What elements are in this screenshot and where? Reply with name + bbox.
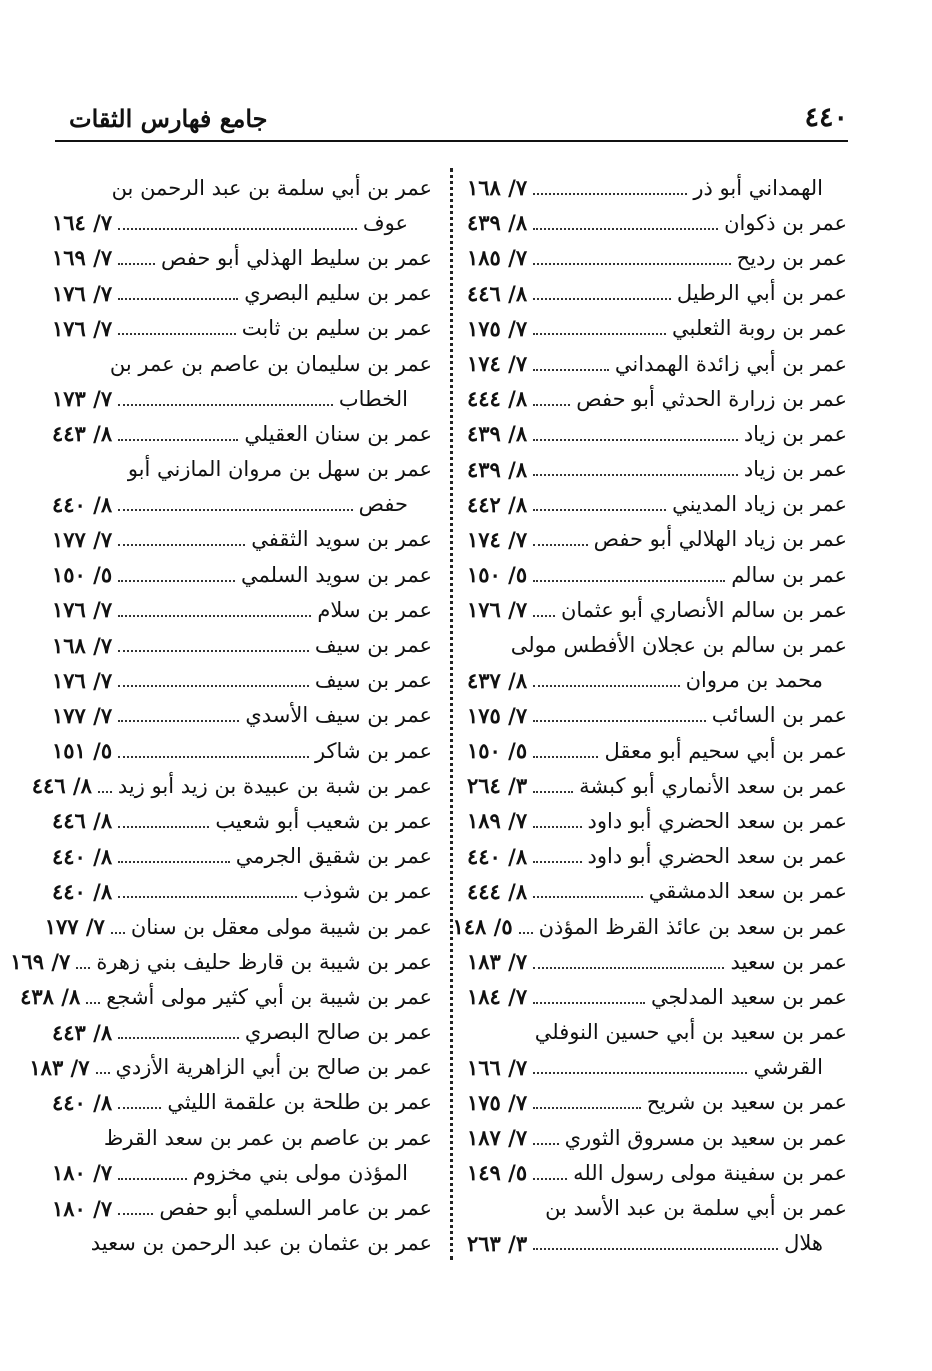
page-header (55, 100, 848, 142)
entry-name: عمر بن شقيق الجرمي (235, 844, 432, 869)
leader-dots (98, 791, 112, 793)
leader-dots (76, 967, 90, 969)
index-entry (52, 1120, 432, 1155)
index-entry (52, 381, 432, 416)
entry-name: عمر بن سعيد (730, 949, 847, 974)
leader-dots (533, 509, 666, 511)
entry-name: عمر بن سعد الحضري أبو داود (587, 808, 847, 833)
index-entry (467, 311, 847, 346)
entry-name: عمر بن شيبة بن قارظ حليف بني زهرة (96, 949, 432, 974)
index-entry (467, 1226, 847, 1261)
index-entry (52, 452, 432, 487)
entry-reference: ٧/ ١٧٥ (467, 1089, 528, 1115)
entry-reference: ٨/ ٤٤٦ (467, 280, 528, 306)
leader-dots (118, 826, 209, 828)
entry-name: عمر بن سهل بن مروان المازني أبو (127, 457, 432, 482)
entry-reference: ٧/ ١٧٦ (52, 315, 113, 341)
leader-dots (533, 580, 725, 582)
entry-name: عمر بن سعد بن عائذ القرظ المؤذن (538, 914, 847, 939)
entry-name: عمر بن شاكر (314, 738, 432, 763)
entry-name: عمر بن زياد (743, 457, 847, 482)
entry-name: عمر بن شعيب أبو شعيب (215, 808, 432, 833)
index-entry (52, 346, 432, 381)
leader-dots (533, 685, 680, 687)
index-entry (52, 1226, 432, 1261)
entry-reference: ٨/ ٤٤٠ (52, 491, 113, 517)
entry-reference: ٨/ ٤٣٩ (467, 456, 528, 482)
index-column-left (10, 170, 432, 1261)
index-entry (467, 276, 847, 311)
entry-name: عمر بن سعيد المدلجي (650, 984, 847, 1009)
leader-dots (118, 263, 155, 265)
entry-name: عمر بن شبة بن عبيدة بن زيد أبو زيد (117, 773, 432, 798)
entry-reference: ٧/ ١٧٥ (467, 315, 528, 341)
leader-dots (118, 298, 238, 300)
index-entry (467, 240, 847, 275)
entry-reference: ٧/ ١٧٣ (52, 386, 113, 412)
entry-reference: ٧/ ١٦٦ (467, 1054, 528, 1080)
index-entry (52, 311, 432, 346)
index-entry (52, 1155, 432, 1190)
leader-dots (118, 1107, 161, 1109)
index-entry (52, 522, 432, 557)
entry-reference: ٧/ ١٨٣ (467, 949, 528, 975)
index-entry (467, 381, 847, 416)
leader-dots (533, 1002, 645, 1004)
index-entry (467, 733, 847, 768)
entry-reference: ٧/ ١٧٦ (467, 597, 528, 623)
index-entry (467, 698, 847, 733)
entry-reference: ٨/ ٤٤٣ (52, 1019, 113, 1045)
index-entry (52, 627, 432, 662)
entry-reference: ٨/ ٤٤٣ (52, 421, 113, 447)
column-divider (450, 168, 453, 1260)
leader-dots (533, 1248, 778, 1250)
entry-reference: ٣/ ٢٦٣ (467, 1230, 528, 1256)
page-number: ٤٤٠ (804, 102, 848, 133)
index-entry (52, 170, 432, 205)
index-entry (467, 627, 847, 662)
leader-dots (533, 369, 609, 371)
index-entry (467, 452, 847, 487)
entry-name: هلال (784, 1231, 823, 1256)
entry-reference: ٧/ ١٧٦ (52, 597, 113, 623)
leader-dots (533, 826, 581, 828)
index-entry (467, 1120, 847, 1155)
index-entry (467, 1085, 847, 1120)
entry-reference: ٥/ ١٤٩ (467, 1160, 528, 1186)
leader-dots (533, 404, 570, 406)
leader-dots (86, 1002, 100, 1004)
leader-dots (533, 439, 738, 441)
entry-reference: ٧/ ١٧٤ (467, 526, 528, 552)
entry-name: عمر بن سليم بن ثابت (241, 316, 432, 341)
index-entry (467, 803, 847, 838)
leader-dots (96, 1072, 110, 1074)
entry-name: عمر بن سلام (317, 597, 432, 622)
index-entry (467, 205, 847, 240)
entry-name: عمر بن صالح بن أبي الزاهرية الأزدي (115, 1055, 432, 1080)
leader-dots (118, 1037, 239, 1039)
leader-dots (533, 193, 687, 195)
entry-name: القرشي (753, 1055, 823, 1080)
entry-name: عمر بن سليط الهذلي أبو حفص (161, 245, 432, 270)
leader-dots (533, 861, 581, 863)
index-entry (52, 1190, 432, 1225)
index-entry (31, 768, 432, 803)
entry-reference: ٧/ ١٦٨ (52, 632, 113, 658)
index-entry (467, 874, 847, 909)
index-entry (452, 909, 847, 944)
leader-dots (118, 650, 309, 652)
entry-reference: ٨/ ٤٤٤ (467, 878, 528, 904)
index-entry (52, 1085, 432, 1120)
entry-reference: ٥/ ١٥٠ (52, 562, 113, 588)
entry-reference: ٧/ ١٧٧ (52, 526, 113, 552)
entry-name: عمر بن روبة الثعلبي (672, 316, 847, 341)
entry-name: عمر بن رديح (736, 245, 847, 270)
entry-name: عمر بن سيف (314, 633, 432, 658)
index-entry (467, 522, 847, 557)
leader-dots (533, 615, 555, 617)
leader-dots (118, 544, 245, 546)
leader-dots (519, 932, 533, 934)
entry-reference: ٨/ ٤٣٩ (467, 421, 528, 447)
entry-name: عوف (362, 210, 408, 235)
entry-reference: ٧/ ١٧٤ (467, 351, 528, 377)
leader-dots (118, 404, 333, 406)
leader-dots (118, 580, 235, 582)
index-entry (52, 276, 432, 311)
entry-reference: ٧/ ١٨٥ (467, 245, 528, 271)
leader-dots (533, 720, 706, 722)
leader-dots (533, 896, 643, 898)
entry-name: الخطاب (338, 386, 408, 411)
leader-dots (111, 932, 125, 934)
entry-reference: ٨/ ٤٤٦ (52, 808, 113, 834)
entry-name: عمر بن ذكوان (724, 210, 847, 235)
leader-dots (118, 896, 297, 898)
index-entry (52, 240, 432, 275)
index-entry (52, 733, 432, 768)
entry-reference: ٨/ ٤٤٦ (31, 773, 92, 799)
entry-name: عمر بن أبي زائدة الهمداني (614, 351, 847, 376)
leader-dots (533, 474, 738, 476)
leader-dots (118, 756, 309, 758)
index-entry (467, 1155, 847, 1190)
entry-reference: ٧/ ١٨٠ (52, 1160, 113, 1186)
entry-name: عمر بن عاصم بن عمر بن سعد القرظ (103, 1125, 432, 1150)
entry-name: عمر بن سويد الثقفي (251, 527, 432, 552)
entry-name: عمر بن سليم البصري (244, 281, 432, 306)
entry-name: عمر بن سعيد بن شريح (646, 1090, 847, 1115)
index-entry (467, 592, 847, 627)
entry-name: عمر بن زياد الهلالي أبو حفص (593, 527, 847, 552)
index-entry (467, 944, 847, 979)
entry-name: عمر بن عامر السلمي أبو حفص (159, 1196, 432, 1221)
entry-name: عمر بن طلحة بن علقمة الليثي (167, 1090, 432, 1115)
index-entry (52, 592, 432, 627)
entry-name: عمر بن سالم الأنصاري أبو عثمان (560, 597, 847, 622)
leader-dots (118, 720, 239, 722)
entry-reference: ٨/ ٤٤٠ (52, 1089, 113, 1115)
entry-name: عمر بن سعد الدمشقي (648, 879, 847, 904)
leader-dots (533, 1072, 747, 1074)
entry-name: عمر بن شيبة بن أبي كثير مولى أشجع (106, 984, 432, 1009)
index-entry (467, 839, 847, 874)
index-entry (467, 979, 847, 1014)
index-entry (467, 170, 847, 205)
entry-reference: ٨/ ٤٣٨ (20, 984, 81, 1010)
leader-dots (118, 1178, 187, 1180)
entry-name: عمر بن شوذب (302, 879, 432, 904)
running-title: جامع فهارس الثقات (69, 104, 268, 133)
entry-reference: ٧/ ١٧٦ (52, 280, 113, 306)
entry-reference: ٧/ ١٦٩ (52, 245, 113, 271)
entry-reference: ٨/ ٤٤٠ (52, 878, 113, 904)
index-entry (467, 1190, 847, 1225)
leader-dots (533, 1107, 641, 1109)
entry-reference: ٧/ ١٨٤ (467, 984, 528, 1010)
index-entry (467, 768, 847, 803)
index-entry (20, 979, 432, 1014)
entry-name: عمر بن أبي سلمة بن عبد الأسد بن (545, 1196, 847, 1221)
entry-reference: ٣/ ٢٦٤ (467, 773, 528, 799)
index-entry (44, 909, 432, 944)
entry-name: عمر بن سعد الأنماري أبو كبشة (579, 773, 847, 798)
entry-name: عمر بن شيبة مولى معقل بن سنان (130, 914, 432, 939)
entry-reference: ٧/ ١٧٧ (52, 702, 113, 728)
entry-name: عمر بن سويد السلمي (241, 562, 432, 587)
leader-dots (533, 1178, 567, 1180)
entry-reference: ٧/ ١٦٨ (467, 175, 528, 201)
entry-reference: ٧/ ١٨٣ (29, 1054, 90, 1080)
entry-name: عمر بن زياد المديني (672, 492, 847, 517)
leader-dots (533, 756, 598, 758)
entry-reference: ٧/ ١٨٠ (52, 1195, 113, 1221)
index-entry (29, 1050, 432, 1085)
leader-dots (533, 544, 587, 546)
entry-name: عمر بن عثمان بن عبد الرحمن بن سعيد (90, 1231, 432, 1256)
entry-name: عمر بن زرارة الحدثي أبو حفص (576, 386, 847, 411)
entry-name: عمر بن سنان العقيلي (244, 421, 432, 446)
index-entry (467, 416, 847, 451)
leader-dots (533, 791, 573, 793)
entry-reference: ٧/ ١٨٧ (467, 1125, 528, 1151)
entry-reference: ٨/ ٤٤٠ (52, 843, 113, 869)
index-entry (52, 803, 432, 838)
entry-name: عمر بن صالح البصري (244, 1020, 432, 1045)
leader-dots (533, 263, 731, 265)
entry-name: عمر بن سعد الحضري أبو داود (587, 844, 847, 869)
entry-name: عمر بن سليمان بن عاصم بن عمر بن (109, 351, 432, 376)
entry-name: عمر بن أبي الرطيل (676, 281, 847, 306)
leader-dots (118, 861, 230, 863)
leader-dots (118, 509, 353, 511)
index-column-right (452, 170, 847, 1261)
entry-reference: ٥/ ١٥١ (52, 738, 113, 764)
index-entry (52, 487, 432, 522)
entry-name: محمد بن مروان (685, 668, 823, 693)
leader-dots (118, 685, 309, 687)
leader-dots (118, 228, 357, 230)
entry-reference: ٥/ ١٥٠ (467, 738, 528, 764)
index-entry (467, 346, 847, 381)
entry-name: عمر بن سيف (314, 668, 432, 693)
entry-reference: ٧/ ١٧٥ (467, 702, 528, 728)
index-entry (467, 1015, 847, 1050)
entry-name: الهمداني أبو ذر (693, 175, 823, 200)
index-entry (52, 1015, 432, 1050)
index-entry (467, 557, 847, 592)
entry-name: حفص (358, 492, 408, 517)
entry-name: عمر بن سالم بن عجلان الأفطس مولى (510, 633, 847, 658)
entry-reference: ٨/ ٤٣٩ (467, 210, 528, 236)
index-entry (52, 874, 432, 909)
leader-dots (533, 228, 718, 230)
index-entry (467, 487, 847, 522)
entry-name: عمر بن أبي سلمة بن عبد الرحمن بن (111, 175, 432, 200)
index-entry (467, 1050, 847, 1085)
entry-name: عمر بن أبي سحيم أبو معقل (604, 738, 847, 763)
leader-dots (118, 439, 238, 441)
leader-dots (533, 967, 724, 969)
entry-name: عمر بن سيف الأسدي (245, 703, 432, 728)
index-entry (467, 663, 847, 698)
entry-reference: ٥/ ١٥٠ (467, 562, 528, 588)
entry-reference: ٨/ ٤٤٢ (467, 491, 528, 517)
index-entry (52, 416, 432, 451)
index-entry (52, 663, 432, 698)
leader-dots (118, 333, 236, 335)
entry-reference: ٧/ ١٧٦ (52, 667, 113, 693)
leader-dots (533, 333, 666, 335)
entry-reference: ٨/ ٤٤٤ (467, 386, 528, 412)
entry-name: عمر بن سعيد بن مسروق الثوري (564, 1125, 847, 1150)
index-entry (52, 839, 432, 874)
index-entry (10, 944, 432, 979)
entry-reference: ٧/ ١٦٤ (52, 210, 113, 236)
entry-name: عمر بن زياد (743, 421, 847, 446)
entry-reference: ٧/ ١٧٧ (44, 914, 105, 940)
index-entry (52, 205, 432, 240)
entry-name: عمر بن سعيد بن أبي حسين النوفلي (534, 1020, 847, 1045)
entry-reference: ٥/ ١٤٨ (452, 914, 513, 940)
entry-name: عمر بن سالم (731, 562, 847, 587)
index-entry (52, 698, 432, 733)
entry-reference: ٨/ ٤٣٧ (467, 667, 528, 693)
entry-reference: ٨/ ٤٤٠ (467, 843, 528, 869)
index-entry (52, 557, 432, 592)
entry-name: عمر بن السائب (711, 703, 847, 728)
leader-dots (118, 615, 311, 617)
entry-name: المؤذن مولى بني مخزوم (192, 1160, 408, 1185)
entry-reference: ٧/ ١٨٩ (467, 808, 528, 834)
leader-dots (533, 298, 671, 300)
entry-name: عمر بن سفينة مولى رسول الله (573, 1160, 847, 1185)
leader-dots (533, 1143, 559, 1145)
leader-dots (118, 1213, 153, 1215)
entry-reference: ٧/ ١٦٩ (10, 949, 71, 975)
